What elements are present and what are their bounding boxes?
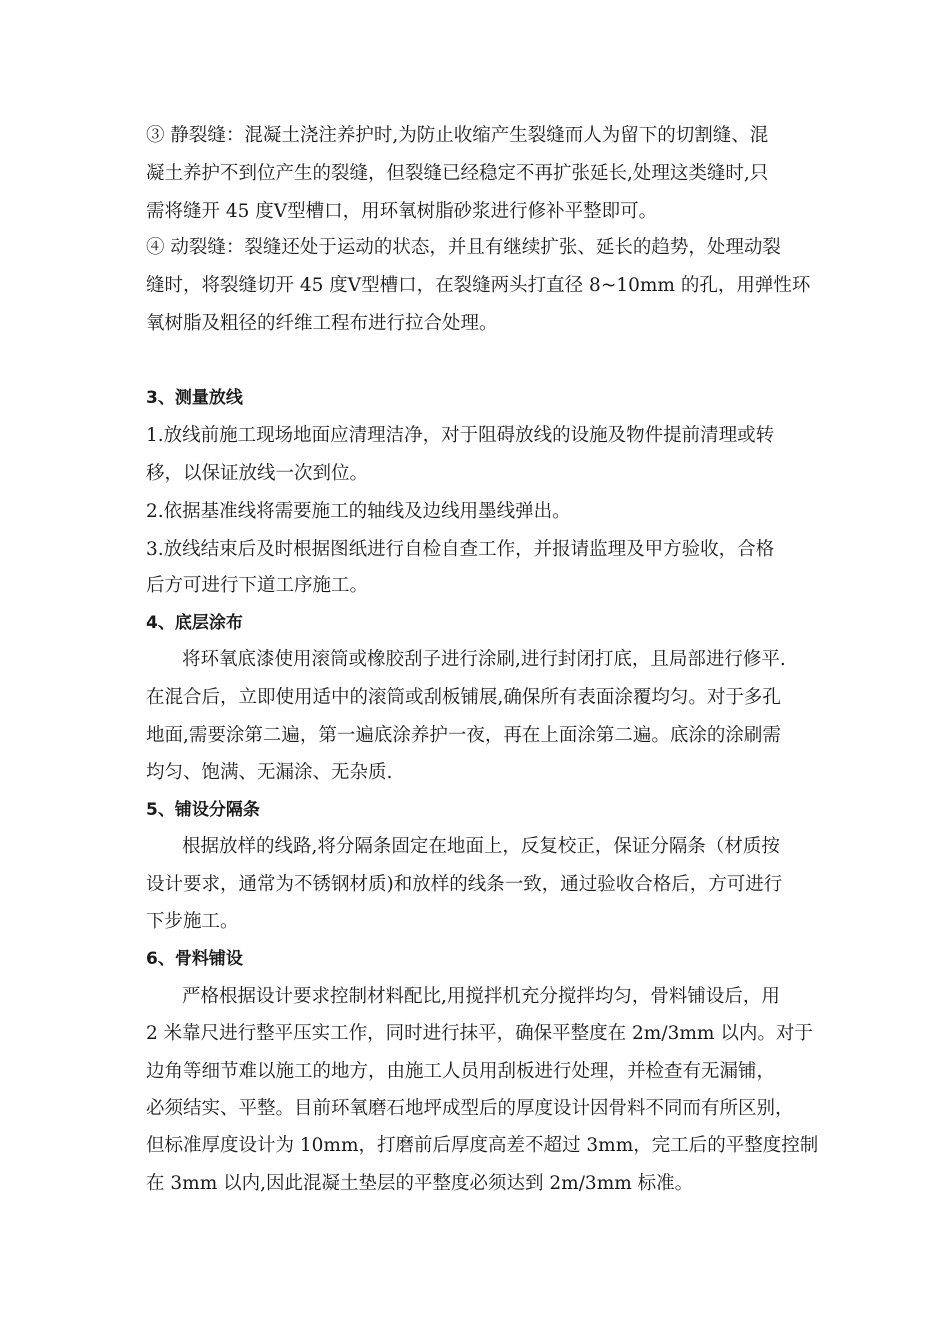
text-line: 必须结实、平整。目前环氧磨石地坪成型后的厚度设计因骨料不同而有所区别， bbox=[146, 1098, 794, 1119]
section-heading: 5、铺设分隔条 bbox=[146, 800, 260, 820]
text-line: 在 3mm 以内,因此混凝土垫层的平整度必须达到 2m/3mm 标准。 bbox=[146, 1173, 694, 1194]
text-line: 需将缝开 45 度Ⅴ型槽口，用环氧树脂砂浆进行修补平整即可。 bbox=[146, 201, 658, 222]
text-line: 1.放线前施工现场地面应清理洁净，对于阻碍放线的设施及物件提前清理或转 bbox=[146, 425, 775, 446]
text-line: 氧树脂及粗径的纤维工程布进行拉合处理。 bbox=[146, 313, 498, 334]
text-line: ③ 静裂缝：混凝土浇注养护时,为防止收缩产生裂缝而人为留下的切割缝、混 bbox=[146, 125, 769, 146]
text-line: 根据放样的线路,将分隔条固定在地面上，反复校正，保证分隔条（材质按 bbox=[182, 836, 780, 857]
text-line: 缝时，将裂缝切开 45 度Ⅴ型槽口，在裂缝两头打直径 8~10mm 的孔，用弹性环 bbox=[146, 275, 811, 296]
text-line: 在混合后，立即使用适中的滚筒或刮板铺展,确保所有表面涂覆均匀。对于多孔 bbox=[146, 687, 781, 708]
section-heading: 6、骨料铺设 bbox=[146, 949, 243, 969]
text-line: 将环氧底漆使用滚筒或橡胶刮子进行涂刷,进行封闭打底，且局部进行修平. bbox=[182, 649, 786, 670]
text-line: 凝土养护不到位产生的裂缝，但裂缝已经稳定不再扩张延长,处理这类缝时,只 bbox=[146, 163, 769, 184]
text-line: 设计要求，通常为不锈钢材质)和放样的线条一致，通过验收合格后，方可进行 bbox=[146, 874, 783, 895]
section-heading: 3、测量放线 bbox=[146, 388, 243, 408]
text-line: 2.依据基准线将需要施工的轴线及边线用墨线弹出。 bbox=[146, 501, 571, 522]
text-line: 地面,需要涂第二遍，第一遍底涂养护一夜，再在上面涂第二遍。底涂的涂刷需 bbox=[146, 725, 781, 746]
text-line: 边角等细节难以施工的地方，由施工人员用刮板进行处理，并检查有无漏铺， bbox=[146, 1061, 776, 1082]
section-heading: 4、底层涂布 bbox=[146, 613, 243, 633]
text-line: 严格根据设计要求控制材料配比,用搅拌机充分搅拌均匀，骨料铺设后，用 bbox=[182, 986, 780, 1007]
text-line: ④ 动裂缝：裂缝还处于运动的状态，并且有继续扩张、延长的趋势，处理动裂 bbox=[146, 237, 781, 258]
text-line: 后方可进行下道工序施工。 bbox=[146, 575, 369, 596]
text-line: 均匀、饱满、无漏涂、无杂质. bbox=[146, 762, 393, 783]
text-line: 下步施工。 bbox=[146, 911, 239, 932]
text-line: 2 米靠尺进行整平压实工作，同时进行抹平，确保平整度在 2m/3mm 以内。对于 bbox=[146, 1023, 813, 1044]
text-line: 移，以保证放线一次到位。 bbox=[146, 463, 369, 484]
text-line: 3.放线结束后及时根据图纸进行自检自查工作，并报请监理及甲方验收，合格 bbox=[146, 539, 775, 560]
text-line: 但标准厚度设计为 10mm，打磨前后厚度高差不超过 3mm，完工后的平整度控制 bbox=[146, 1135, 819, 1156]
